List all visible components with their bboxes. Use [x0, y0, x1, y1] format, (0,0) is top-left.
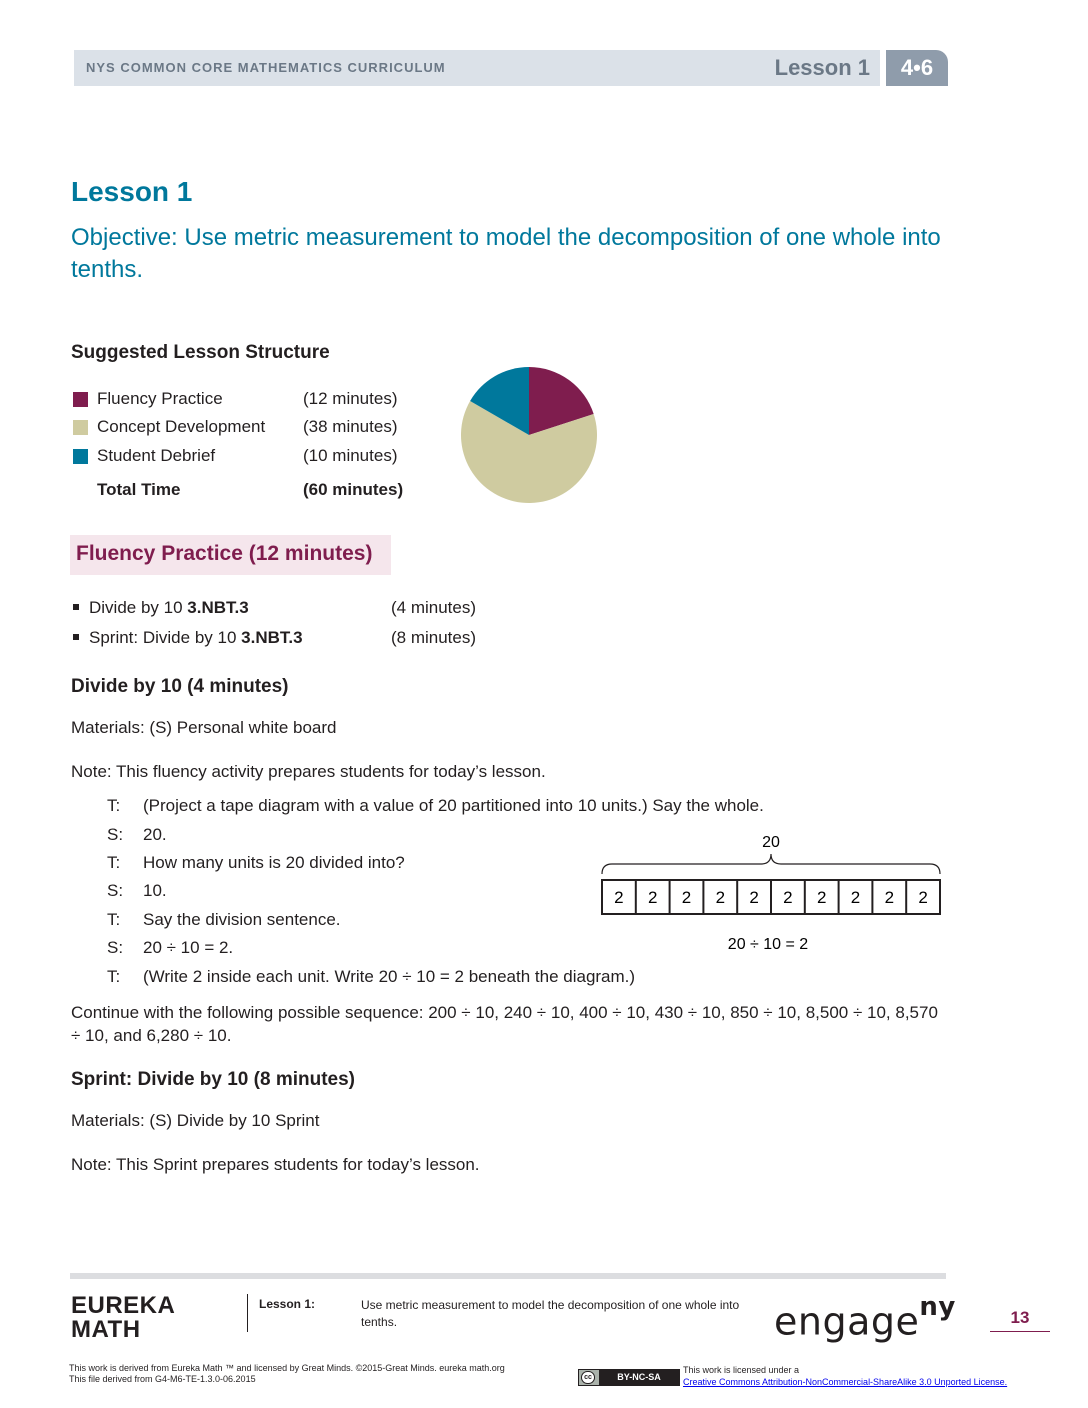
page-number: 13: [1010, 1308, 1030, 1327]
footer-lesson-label: Lesson 1:: [259, 1297, 316, 1311]
module-badge: 4•6: [886, 50, 948, 86]
page-number-underline: [990, 1331, 1050, 1332]
divide-note: Note: This fluency activity prepares students for today’s lesson.: [71, 762, 546, 781]
footer-vertical-divider: [247, 1294, 248, 1332]
structure-minutes: (38 minutes): [303, 417, 398, 436]
sprint-materials: Materials: (S) Divide by 10 Sprint: [71, 1111, 320, 1130]
tape-unit-value: 2: [681, 888, 692, 907]
bullet-square-icon: [73, 634, 79, 640]
dialogue-line: T: Say the division sentence.: [107, 910, 341, 929]
sprint-note: Note: This Sprint prepares students for today’s lesson.: [71, 1155, 480, 1174]
bullet-minutes: (8 minutes): [391, 628, 477, 647]
debrief-swatch: [73, 449, 88, 464]
dialogue-line: T: (Project a tape diagram with a value of 20 partitioned into 10 units.) Say the whole.: [107, 796, 764, 815]
lesson-title: Lesson 1: [71, 176, 193, 207]
tape-unit-value: 2: [816, 888, 827, 907]
dialogue-line: S: 10.: [107, 881, 167, 900]
tape-unit-value: 2: [614, 888, 624, 907]
bullet-standard: 3.NBT.3: [187, 598, 249, 617]
divide-materials: Materials: (S) Personal white board: [71, 718, 337, 737]
bullet-minutes: (4 minutes): [391, 598, 477, 617]
footer-lesson-desc: Use metric measurement to model the decomposition of one whole into tenths.: [361, 1298, 740, 1329]
dialogue-line: S: 20.: [107, 825, 167, 844]
structure-name: Concept Development: [97, 417, 266, 436]
structure-minutes: (10 minutes): [303, 446, 398, 465]
tape-unit-value: 2: [715, 888, 726, 907]
divide-heading: Divide by 10 (4 minutes): [71, 676, 289, 697]
lesson-structure-pie: [460, 366, 598, 504]
fluency-swatch: [73, 392, 88, 407]
bullet-square-icon: [73, 604, 79, 610]
footer-divider: [70, 1273, 946, 1279]
curriculum-title: NYS COMMON CORE MATHEMATICS CURRICULUM: [86, 60, 446, 75]
dialogue-line: T: (Write 2 inside each unit. Write 20 ÷ 10 = 2 beneath the diagram.): [107, 967, 636, 986]
structure-minutes: (12 minutes): [303, 389, 398, 408]
dialogue-line: T: How many units is 20 divided into?: [107, 853, 405, 872]
header-lesson: Lesson 1: [774, 55, 870, 80]
structure-name: Student Debrief: [97, 446, 216, 465]
eureka-math-logo: EUREKA MATH: [71, 1292, 176, 1343]
tape-unit-value: 2: [749, 888, 759, 907]
cc-license-badge: [578, 1369, 680, 1386]
sprint-heading: Sprint: Divide by 10 (8 minutes): [71, 1069, 355, 1090]
structure-heading: Suggested Lesson Structure: [71, 342, 330, 363]
cc-icon: cc: [581, 1371, 595, 1384]
bullet-text: Sprint: Divide by 10: [89, 628, 242, 647]
engageny-logo: engage$^{ny}$: [774, 1292, 956, 1344]
bullet-text: Divide by 10: [89, 598, 188, 617]
cc-badge-text: BY-NC-SA: [599, 1370, 679, 1385]
fluency-bullet: [73, 598, 477, 618]
tape-unit-value: 2: [850, 888, 861, 907]
bullet-standard: 3.NBT.3: [241, 628, 303, 647]
fluency-heading-box: [70, 535, 391, 575]
footer-credits: This work is derived from Eureka Math ™ and licensed by Great Minds. ©2015-Great Minds. eureka math.org This file derived from G4-M6-TE-1.3.0-06.2015: [69, 1363, 505, 1384]
structure-name: Fluency Practice: [97, 389, 223, 408]
tape-whole-label: 20: [762, 834, 780, 851]
tape-unit-value: 2: [783, 888, 793, 907]
license-text: This work is licensed under a Creative Commons Attribution-NonCommercial-ShareAlike 3.0 Unported License.: [683, 1365, 1008, 1387]
page-header: [74, 50, 880, 86]
fluency-bullet: [73, 628, 477, 648]
fluency-heading: Fluency Practice (12 minutes): [76, 542, 373, 565]
tape-unit-value: 2: [884, 888, 895, 907]
lesson-objective: Objective: Use metric measurement to model the decomposition of one whole into tenths.: [71, 224, 941, 283]
tape-unit-value: 2: [647, 888, 658, 907]
tape-unit-value: 2: [918, 888, 928, 907]
tape-diagram: [600, 830, 942, 960]
dialogue-line: S: 20 ÷ 10 = 2.: [107, 938, 234, 957]
concept-swatch: [73, 420, 88, 435]
license-link[interactable]: Creative Commons Attribution-NonCommercial-ShareAlike 3.0 Unported License.: [683, 1377, 1008, 1387]
continue-sequence: Continue with the following possible sequence: 200 ÷ 10, 240 ÷ 10, 400 ÷ 10, 430 ÷ 10, 850 ÷ 10, 8,500 ÷ 10, 8,570 ÷ 10, and 6,280 ÷ 10.: [71, 1003, 938, 1045]
tape-equation: 20 ÷ 10 = 2: [727, 936, 809, 953]
total-minutes: (60 minutes): [303, 480, 404, 499]
total-label: Total Time: [97, 480, 181, 499]
tape-brace: [602, 854, 940, 874]
